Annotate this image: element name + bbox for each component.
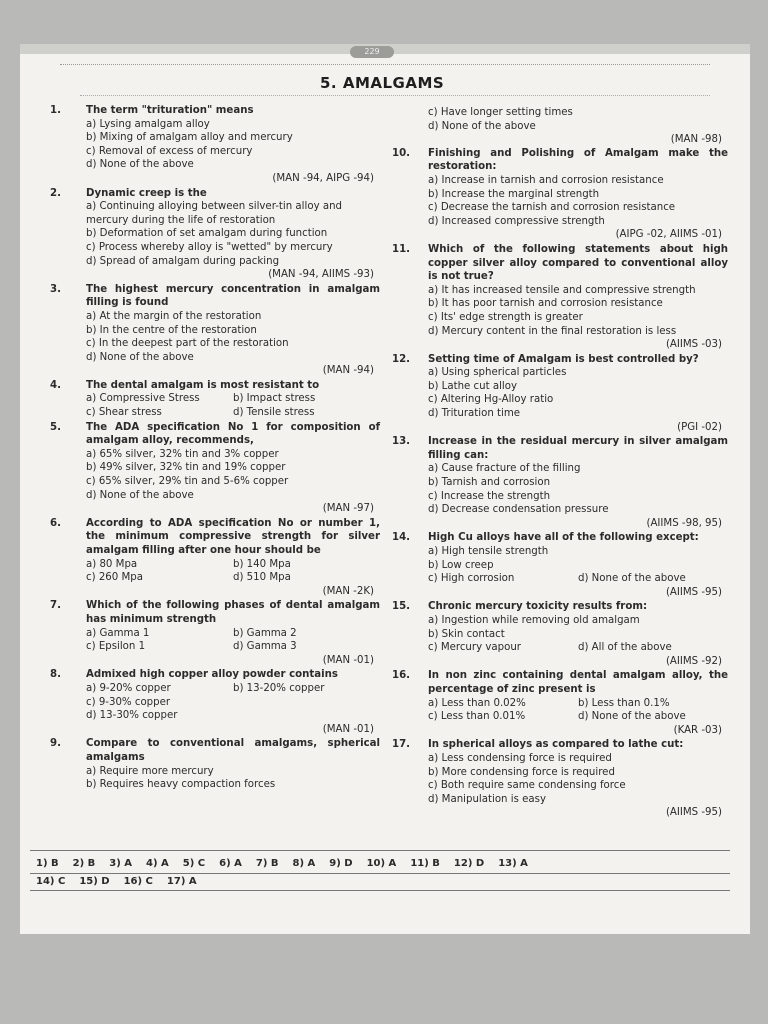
answer-option-row [86, 392, 380, 406]
answer-option: d) None of the above [578, 573, 686, 585]
answer-option: d) None of the above [86, 351, 194, 363]
answer-option: c) Have longer setting times [428, 107, 573, 118]
question-source: (AIIMS -95) [665, 807, 722, 819]
answer-key-item: 13) A [498, 858, 528, 869]
question-number: 1. [50, 105, 61, 116]
question-number: 7. [50, 600, 61, 612]
answer-option: c) Its' edge strength is greater [428, 311, 583, 323]
answer-rule-top [30, 850, 730, 851]
answer-key-item: 8) A [292, 858, 316, 869]
question-number: 3. [50, 283, 61, 295]
answer-option: c) High corrosion [428, 573, 515, 585]
title-rule [80, 95, 710, 96]
answer-option: c) In the deepest part of the restoration [86, 338, 289, 350]
answer-key-item: 5) C [182, 858, 206, 869]
question-number: 13. [392, 436, 411, 448]
question [392, 353, 728, 435]
answer-option: b) Deformation of set amalgam during function [86, 228, 328, 240]
answer-option: a) Compressive Stress [86, 393, 200, 405]
question [50, 737, 380, 791]
question-text: Which of the following phases of dental amalgam has minimum strength [86, 600, 380, 625]
answer-option: c) Shear stress [86, 407, 162, 419]
answer-key-item: 17) A [166, 876, 197, 887]
question-number: 4. [50, 379, 61, 391]
question-number: 6. [50, 517, 61, 529]
answer-option: a) Require more mercury [86, 765, 214, 777]
question-source: (KAR -03) [673, 724, 722, 736]
answer-row-1 [36, 858, 542, 869]
question-source: (MAN -01) [322, 654, 374, 666]
answer-option: c) Increase the strength [428, 490, 551, 502]
question-text: Increase in the residual mercury in silver amalgam filling can: [428, 436, 728, 461]
answer-rule-bottom [30, 890, 730, 891]
answer-option: a) Gamma 1 [86, 627, 150, 639]
question-source: (MAN -94, AIIMS -93) [268, 269, 374, 281]
answer-option-row [428, 697, 728, 711]
answer-key-item: 16) C [123, 876, 153, 887]
answer-option: a) Lysing amalgam alloy [86, 118, 210, 130]
answer-option: a) Increase in tarnish and corrosion resistance [428, 174, 664, 186]
header-rule [60, 64, 710, 65]
page-number: 229 [350, 46, 394, 58]
answer-option: a) Using spherical particles [428, 367, 567, 379]
question [50, 517, 380, 599]
answer-option: c) Mercury vapour [428, 642, 521, 654]
question [392, 531, 728, 599]
question-number: 15. [392, 601, 411, 613]
question [392, 243, 728, 352]
question [50, 187, 380, 282]
answer-option: d) None of the above [428, 120, 536, 132]
question-text: According to ADA specification No or number 1, the minimum compressive strength for silver amalgam filling after one hour should be [86, 517, 380, 556]
answer-option: d) Decrease condensation pressure [428, 504, 609, 516]
right-column [392, 106, 728, 821]
question-number: 14. [392, 532, 411, 544]
answer-option: b) Lathe cut alloy [428, 380, 518, 392]
answer-option: d) Tensile stress [233, 407, 315, 419]
answer-option: c) Process whereby alloy is "wetted" by mercury [86, 241, 333, 253]
question [50, 421, 380, 516]
question-number: 16. [392, 670, 411, 682]
answer-option: b) Gamma 2 [233, 627, 297, 639]
answer-option: b) More condensing force is required [428, 766, 615, 778]
answer-key-item: 3) A [109, 858, 133, 869]
answer-option-row [86, 627, 380, 641]
question-source: (MAN -98) [670, 134, 722, 146]
question [392, 435, 728, 530]
question-text: In non zinc containing dental amalgam alloy, the percentage of zinc present is [428, 670, 728, 695]
answer-option: b) Tarnish and corrosion [428, 477, 551, 489]
answer-option: b) Low creep [428, 559, 494, 571]
answer-key-item: 7) B [255, 858, 279, 869]
answer-option: b) Less than 0.1% [578, 697, 670, 709]
question-text: High Cu alloys have all of the following except: [428, 532, 699, 544]
question-source: (MAN -2K) [322, 585, 374, 597]
answer-option: d) Spread of amalgam during packing [86, 255, 280, 267]
answer-option: c) 9-30% copper [86, 696, 171, 708]
answer-option: c) Decrease the tarnish and corrosion resistance [428, 202, 676, 214]
question-text: The ADA specification No 1 for composition of amalgam alloy, recommends, [86, 421, 380, 447]
question-source: (AIIMS -95) [665, 586, 722, 598]
answer-option: d) Manipulation is easy [428, 793, 546, 805]
answer-option: b) Requires heavy compaction forces [86, 779, 276, 791]
answer-option: a) Ingestion while removing old amalgam [428, 614, 640, 626]
answer-option: c) Epsilon 1 [86, 641, 146, 653]
question-number: 12. [392, 353, 411, 365]
answer-key-item: 9) D [329, 858, 353, 869]
question-number: 2. [50, 187, 61, 199]
answer-option: d) None of the above [578, 711, 686, 723]
question [50, 104, 380, 186]
answer-option-row [86, 682, 380, 696]
answer-option: c) 260 Mpa [86, 572, 143, 584]
question-text: Chronic mercury toxicity results from: [428, 601, 648, 613]
question-number: 5. [50, 421, 61, 433]
answer-option: d) Gamma 3 [233, 641, 297, 653]
answer-option: b) Increase the marginal strength [428, 188, 600, 200]
answer-option: c) Altering Hg-Alloy ratio [428, 394, 554, 406]
question-text: Finishing and Polishing of Amalgam make the restoration: [428, 147, 728, 173]
answer-row-2 [36, 876, 211, 887]
answer-option: a) Less than 0.02% [428, 697, 526, 709]
question-source: (MAN -94, AIPG -94) [272, 172, 374, 184]
answer-key-item: 2) B [72, 858, 96, 869]
answer-option: d) None of the above [86, 159, 194, 171]
answer-option: b) In the centre of the restoration [86, 324, 257, 336]
question-text: The term "trituration" means [86, 105, 254, 116]
question-text: The highest mercury concentration in amalgam filling is found [86, 283, 380, 309]
answer-key-item: 15) D [79, 876, 110, 887]
question-source: (MAN -94) [322, 365, 374, 377]
question-text: Compare to conventional amalgams, spherical amalgams [86, 738, 380, 763]
question [392, 669, 728, 737]
question-source: (MAN -97) [322, 503, 374, 515]
answer-key-item: 6) A [219, 858, 242, 869]
question [50, 599, 380, 667]
answer-key-item: 4) A [146, 858, 169, 869]
answer-option-row [86, 640, 380, 654]
answer-option-row [86, 406, 380, 420]
answer-option: a) Cause fracture of the filling [428, 463, 581, 475]
answer-option: c) 65% silver, 29% tin and 5-6% copper [86, 476, 289, 488]
answer-option: d) None of the above [86, 489, 194, 501]
question-source: (AIIMS -98, 95) [646, 517, 722, 529]
question [50, 379, 380, 420]
question-number: 10. [392, 147, 411, 159]
answer-option: a) 80 Mpa [86, 558, 138, 570]
page-sheet [20, 44, 750, 934]
answer-option: c) Less than 0.01% [428, 711, 526, 723]
answer-option: b) It has poor tarnish and corrosion resistance [428, 298, 663, 310]
question [392, 600, 728, 668]
question-text: In spherical alloys as compared to lathe cut: [428, 739, 684, 751]
answer-option: b) Impact stress [233, 393, 316, 405]
answer-option: a) At the margin of the restoration [86, 310, 262, 322]
question [50, 283, 380, 378]
answer-option: b) Mixing of amalgam alloy and mercury [86, 132, 293, 144]
question [392, 738, 728, 820]
question-text: Setting time of Amalgam is best controlled by? [428, 353, 699, 365]
answer-option: d) Mercury content in the final restoration is less [428, 325, 677, 337]
answer-option-row [86, 558, 380, 572]
answer-key-item: 12) D [453, 858, 485, 869]
answer-key-item: 10) A [366, 858, 397, 869]
question-source: (AIPG -02, AIIMS -01) [615, 229, 722, 241]
question-source: (PGI -02) [677, 421, 722, 433]
answer-option: d) 13-30% copper [86, 710, 178, 722]
answer-option: b) Skin contact [428, 628, 505, 640]
question-number: 17. [392, 739, 411, 751]
answer-option: d) 510 Mpa [233, 572, 291, 584]
answer-option: a) 9-20% copper [86, 682, 171, 694]
answer-option-row [86, 571, 380, 585]
answer-option: d) Increased compressive strength [428, 215, 605, 227]
question-number: 9. [50, 738, 61, 750]
answer-key-item: 11) B [410, 858, 440, 869]
answer-option: a) It has increased tensile and compressive strength [428, 284, 696, 296]
question [392, 147, 728, 242]
question-number: 8. [50, 669, 61, 681]
answer-option: b) 49% silver, 32% tin and 19% copper [86, 462, 286, 474]
answer-option-row [428, 710, 728, 724]
answer-key-item: 14) C [36, 876, 66, 887]
answer-option: b) 140 Mpa [233, 558, 291, 570]
answer-option-row [428, 572, 728, 586]
question-source: (MAN -01) [322, 723, 374, 735]
answer-key-item: 1) B [36, 858, 59, 869]
answer-option: a) Continuing alloying between silver-tin alloy and mercury during the life of restoration [86, 201, 343, 226]
answer-option: a) High tensile strength [428, 546, 549, 557]
answer-option: a) Less condensing force is required [428, 752, 612, 764]
question [50, 668, 380, 736]
question-source: (AIIMS -92) [665, 655, 722, 667]
answer-option: c) Both require same condensing force [428, 780, 626, 792]
answer-option: b) 13-20% copper [233, 682, 325, 694]
answer-option: a) 65% silver, 32% tin and 3% copper [86, 448, 279, 460]
left-column [50, 104, 380, 793]
question-text: Admixed high copper alloy powder contains [86, 669, 338, 681]
question-text: Dynamic creep is the [86, 187, 207, 199]
question-source: (AIIMS -03) [665, 339, 722, 351]
answer-option: d) Trituration time [428, 408, 521, 420]
question-text: Which of the following statements about high copper silver alloy compared to conventional alloy is not true? [428, 243, 728, 283]
page-title: 5. AMALGAMS [320, 74, 445, 92]
question-number: 11. [392, 243, 411, 255]
answer-rule-middle [30, 873, 730, 874]
question-text: The dental amalgam is most resistant to [86, 379, 320, 391]
answer-option: d) All of the above [578, 642, 672, 654]
answer-option-row [428, 641, 728, 655]
answer-option: c) Removal of excess of mercury [86, 145, 253, 157]
